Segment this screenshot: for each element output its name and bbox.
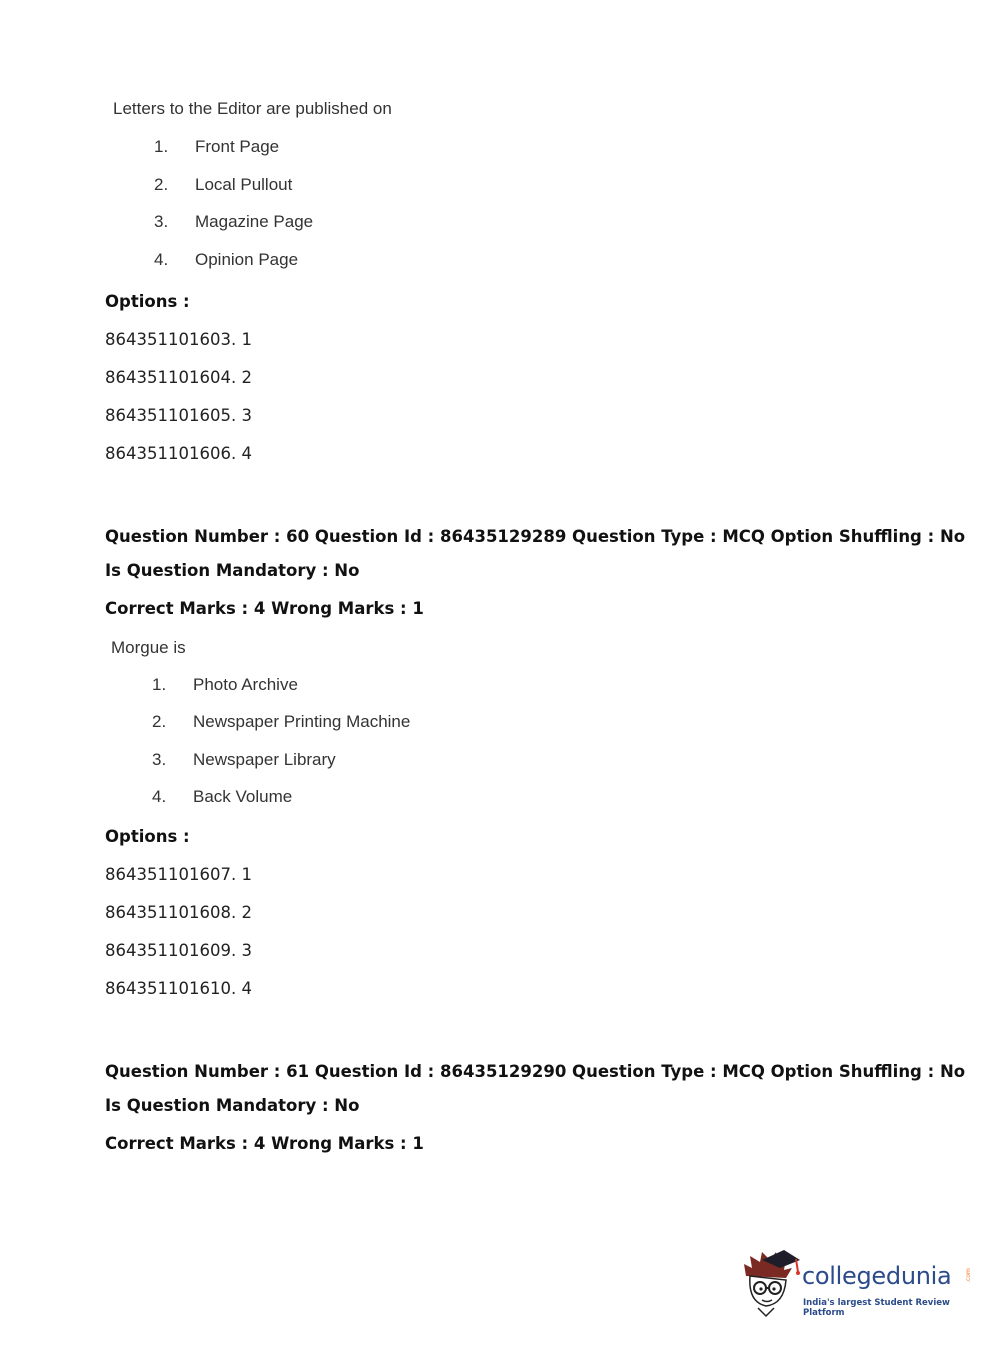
q59-item-2-number: 2.: [154, 175, 169, 194]
q59-option-2: 864351101604. 2: [105, 368, 252, 387]
q61-header: Question Number : 61 Question Id : 86435129290 Question Type : MCQ Option Shuffling : No: [105, 1062, 966, 1081]
collegedunia-logo: [740, 1246, 970, 1318]
q61-marks: Correct Marks : 4 Wrong Marks : 1: [105, 1134, 424, 1153]
mascot-icon: [740, 1246, 802, 1318]
q59-item-4-label: Opinion Page: [195, 250, 299, 269]
q59-option-4: 864351101606. 4: [105, 444, 252, 463]
q59-item-2-label: Local Pullout: [195, 175, 293, 194]
q59-option-1: 864351101603. 1: [105, 330, 252, 349]
logo-domain: .com: [964, 1268, 972, 1283]
q60-item-4-label: Back Volume: [193, 787, 293, 806]
q60-option-3: 864351101609. 3: [105, 941, 252, 960]
q60-options-heading: Options :: [105, 827, 190, 846]
q60-item-3-number: 3.: [152, 750, 167, 769]
q59-item-4-number: 4.: [154, 250, 169, 269]
q60-header: Question Number : 60 Question Id : 86435129289 Question Type : MCQ Option Shuffling : No: [105, 527, 966, 546]
q60-mandatory: Is Question Mandatory : No: [105, 561, 360, 580]
logo-wordmark: collegedunia: [802, 1262, 952, 1290]
q59-question-text: Letters to the Editor are published on: [113, 99, 392, 118]
q59-item-3-number: 3.: [154, 212, 169, 231]
q60-item-1-label: Photo Archive: [193, 675, 298, 694]
q59-item-1-label: Front Page: [195, 137, 280, 156]
q60-question-text: Morgue is: [111, 638, 186, 657]
q59-item-1-number: 1.: [154, 137, 169, 156]
q59-item-3-label: Magazine Page: [195, 212, 314, 231]
q60-item-1-number: 1.: [152, 675, 167, 694]
q60-item-4-number: 4.: [152, 787, 167, 806]
q60-option-1: 864351101607. 1: [105, 865, 252, 884]
q59-options-heading: Options :: [105, 292, 190, 311]
q61-mandatory: Is Question Mandatory : No: [105, 1096, 360, 1115]
q60-option-4: 864351101610. 4: [105, 979, 252, 998]
logo-tagline: India's largest Student Review Platform: [803, 1298, 950, 1318]
q60-item-3-label: Newspaper Library: [193, 750, 336, 769]
q60-item-2-number: 2.: [152, 712, 167, 731]
q59-option-3: 864351101605. 3: [105, 406, 252, 425]
q60-option-2: 864351101608. 2: [105, 903, 252, 922]
q60-marks: Correct Marks : 4 Wrong Marks : 1: [105, 599, 424, 618]
q60-item-2-label: Newspaper Printing Machine: [193, 712, 411, 731]
